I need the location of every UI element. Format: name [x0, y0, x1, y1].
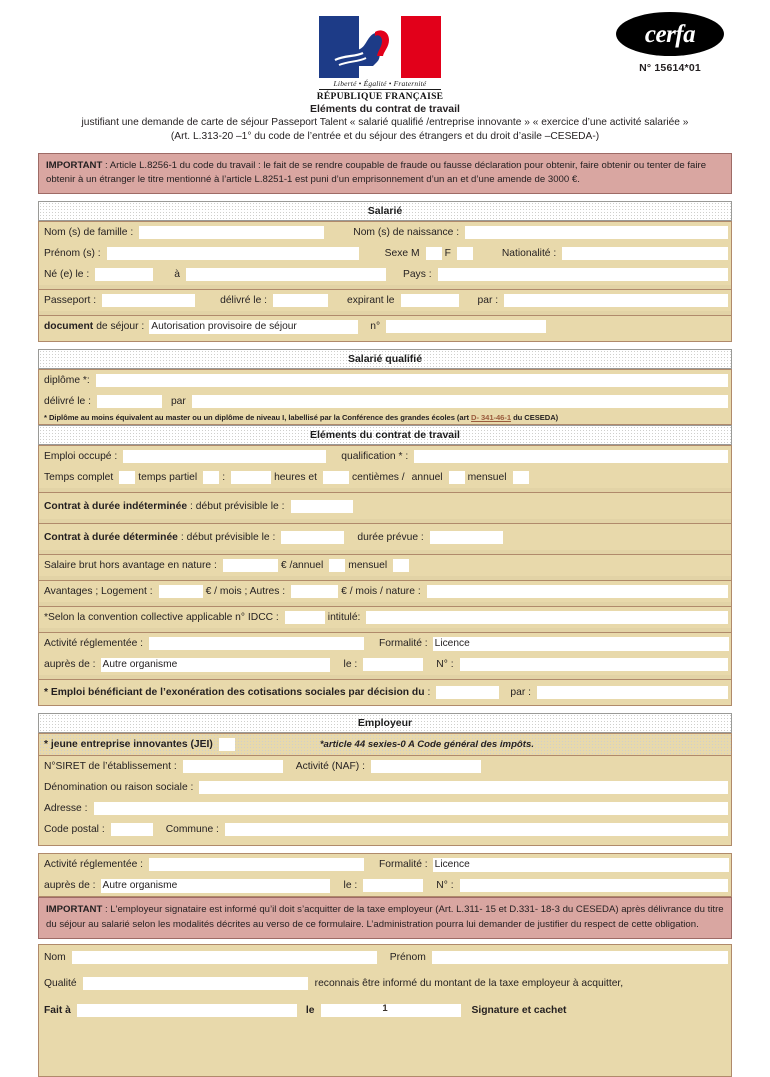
label-euro-mois-autres: € / mois ; Autres :	[205, 586, 286, 598]
row-activite-reglementee-employeur	[39, 854, 731, 875]
label-diplome: diplôme *:	[44, 375, 90, 387]
input-cdi-debut[interactable]	[291, 500, 353, 513]
label-code-postal: Code postal :	[44, 824, 105, 836]
label-annuel: annuel	[411, 472, 443, 484]
row-diplome	[39, 370, 731, 391]
label-emploi-occupe: Emploi occupé :	[44, 451, 118, 463]
input-denomination[interactable]	[199, 781, 728, 794]
label-denomination: Dénomination ou raison sociale :	[44, 782, 194, 794]
label-formalite: Formalité :	[379, 638, 428, 650]
section-header-salarie	[38, 201, 732, 221]
republique-text: RÉPUBLIQUE FRANÇAISE	[316, 92, 444, 102]
input-aupres-date-employeur[interactable]	[363, 879, 423, 892]
input-passeport-par[interactable]	[504, 294, 728, 307]
label-naf: Activité (NAF) :	[295, 761, 365, 773]
checkbox-sexe-f[interactable]	[457, 247, 473, 260]
section-employeur-jei	[38, 733, 732, 756]
label-cdd-rest: : début prévisible le :	[180, 531, 276, 543]
row-convention-collective	[39, 606, 731, 628]
cerfa-logo-text: cerfa	[644, 20, 696, 48]
label-cdi-rest: : début prévisible le :	[190, 500, 285, 512]
checkbox-temps-partiel[interactable]	[203, 471, 219, 484]
input-prenom[interactable]	[107, 247, 359, 260]
label-exoneration-colon: :	[427, 687, 431, 699]
section-header-salarie-qualifie-label: Salarié qualifié	[347, 353, 423, 366]
section-contrat	[38, 445, 732, 706]
input-aupres-numero[interactable]	[460, 658, 728, 671]
republique-francaise-logo	[315, 16, 445, 102]
input-qualification[interactable]	[414, 450, 728, 463]
checkbox-annuel[interactable]	[449, 471, 465, 484]
input-lieu-naissance[interactable]	[186, 268, 386, 281]
select-aupres-de-employeur[interactable]: Autre organisme	[101, 879, 330, 893]
input-nb-heures[interactable]	[231, 471, 271, 484]
note-jei: *article 44 sexies-0 A Code général des impôts.	[319, 739, 534, 751]
label-sexe: Sexe M	[384, 248, 420, 260]
label-de-sejour: de séjour :	[96, 321, 145, 333]
label-pays: Pays :	[402, 269, 432, 281]
checkbox-salaire-annuel[interactable]	[329, 559, 345, 572]
subtitle-line-1: justifiant une demande de carte de séjour Passeport Talent « salarié qualifié /entreprise innovante » « exercice d’une activité salariée »	[81, 117, 689, 129]
row-activite-reglementee-salarie	[39, 632, 731, 654]
input-cdd-debut[interactable]	[281, 531, 344, 544]
input-convention-intitule[interactable]	[366, 611, 728, 624]
row-naissance	[39, 264, 731, 285]
input-diplome[interactable]	[96, 374, 728, 387]
label-heures-et: heures et	[274, 472, 318, 484]
label-duree-prevue: durée prévue :	[357, 531, 424, 543]
label-exoneration-par: par :	[510, 687, 531, 699]
label-fait-a: Fait à	[44, 1005, 71, 1017]
section-header-contrat	[38, 425, 732, 445]
input-commune[interactable]	[225, 823, 728, 836]
input-duree-prevue[interactable]	[430, 531, 503, 544]
label-temps-complet: Temps complet	[44, 472, 114, 484]
label-document-numero: n°	[370, 321, 381, 333]
page-title: Eléments du contrat de travail	[310, 103, 460, 115]
document-title-block	[0, 102, 770, 144]
important-top-label: IMPORTANT	[46, 159, 103, 171]
cerfa-logo-block	[610, 12, 730, 74]
footnote-diplome-link[interactable]: D- 341-46-1	[471, 413, 512, 423]
input-diplome-par[interactable]	[192, 395, 728, 408]
input-code-postal[interactable]	[111, 823, 153, 836]
text-reconnais: reconnais être informé du montant de la taxe employeur à acquitter,	[314, 978, 624, 990]
footnote-diplome	[39, 412, 731, 424]
label-activite-reglementee-employeur: Activité réglementée :	[44, 859, 144, 871]
important-top-text: : Article L.8256-1 du code du travail : le fait de se rendre coupable de fraude ou fausse déclaration pour obtenir, faire obtenir ou tenter de faire obtenir à un étranger le titre mentionné à l’article L.8251-1 est puni d’un emprisonnement d’un an et d’une amende de 3000 €.	[46, 159, 707, 186]
label-commune: Commune :	[165, 824, 219, 836]
row-denomination	[39, 777, 731, 798]
row-document-sejour	[39, 315, 731, 337]
label-euro-annuel: € /annuel	[280, 560, 324, 572]
input-signature-qualite[interactable]	[83, 977, 308, 990]
label-diplome-delivre-le: délivré le :	[44, 396, 91, 408]
input-passeport-expirant-le[interactable]	[401, 294, 459, 307]
row-emploi-occupe	[39, 446, 731, 467]
row-adresse	[39, 798, 731, 819]
label-prenom: Prénom (s) :	[44, 248, 101, 260]
input-diplome-delivre-le[interactable]	[97, 395, 162, 408]
label-passeport-par: par :	[477, 295, 499, 307]
input-activite-reglementee[interactable]	[149, 637, 364, 650]
row-diplome-delivre	[39, 391, 731, 412]
label-a: à	[174, 269, 180, 281]
label-nationalite: Nationalité :	[501, 248, 557, 260]
label-siret: N°SIRET de l’établissement :	[44, 761, 177, 773]
label-signature-qualite: Qualité	[44, 978, 77, 990]
input-passeport[interactable]	[102, 294, 195, 307]
label-sexe-f: F	[444, 248, 451, 260]
important-bottom-text: : L'employeur signataire est informé qu’il doit s’acquitter de la taxe employeur (Art. L.311- 15 et D.331- 18-3 du CESEDA) après délivrance du titre du séjour au salarié selon les modalités décrites au verso de ce formulaire. L’administration pourra lui demander de justifier du respect de cette obligation.	[46, 904, 724, 930]
row-signature-qualite	[39, 970, 731, 997]
french-flag-icon	[319, 16, 441, 78]
label-diplome-par: par	[170, 396, 186, 408]
select-formalite-employeur[interactable]: Licence	[433, 858, 729, 872]
spacer-before-activite-employeur	[38, 846, 732, 853]
label-temps-partiel: temps partiel	[138, 472, 198, 484]
important-notice-bottom	[38, 897, 732, 939]
label-aupres-numero: N° :	[436, 659, 454, 671]
section-header-employeur-label: Employeur	[357, 717, 413, 730]
row-aupres-de-salarie	[39, 654, 731, 675]
input-salaire-brut[interactable]	[223, 559, 278, 572]
label-document: document	[44, 321, 94, 333]
row-jei	[39, 734, 731, 755]
label-mensuel: mensuel	[467, 472, 507, 484]
label-signature-le: le	[305, 1005, 315, 1017]
label-centiemes: centièmes /	[352, 472, 405, 484]
important-bottom-label: IMPORTANT	[46, 904, 103, 916]
label-salaire-brut: Salaire brut hors avantage en nature :	[44, 560, 217, 572]
input-avantage-autres[interactable]	[291, 585, 338, 598]
input-activite-reglementee-employeur[interactable]	[149, 858, 364, 871]
label-temps-colon: :	[222, 472, 226, 484]
label-passeport: Passeport :	[44, 295, 97, 307]
label-nom-famille: Nom (s) de famille :	[44, 227, 134, 239]
label-aupres-le: le :	[343, 659, 358, 671]
row-avantages	[39, 580, 731, 602]
label-intitule: intitulé:	[327, 612, 361, 624]
row-code-postal	[39, 819, 731, 840]
input-exoneration-par[interactable]	[537, 686, 728, 699]
input-exoneration-decision[interactable]	[436, 686, 499, 699]
row-passeport	[39, 289, 731, 311]
label-ne-le: Né (e) le :	[44, 269, 90, 281]
subtitle-line-2: (Art. L.313-20 –1° du code de l’entrée et du séjour des étrangers et du droit d’asile –CESEDA-)	[170, 130, 600, 142]
section-header-contrat-label: Eléments du contrat de travail	[310, 429, 460, 442]
label-aupres-numero-employeur: N° :	[436, 880, 454, 892]
checkbox-salaire-mensuel[interactable]	[393, 559, 409, 572]
input-nom-naissance[interactable]	[465, 226, 728, 239]
input-siret[interactable]	[183, 760, 283, 773]
footnote-diplome-before: * Diplôme au moins équivalent au master ou un diplôme de niveau I, labellisé par la Conférence des grandes écoles (art	[44, 413, 472, 423]
input-avantage-nature[interactable]	[427, 585, 728, 598]
label-aupres-le-employeur: le :	[343, 880, 358, 892]
label-aupres-de: auprès de :	[44, 659, 96, 671]
checkbox-jei[interactable]	[219, 738, 235, 751]
input-nationalite[interactable]	[562, 247, 728, 260]
label-delivre-le: délivré le :	[220, 295, 268, 307]
section-employeur-details	[38, 756, 732, 846]
row-nom	[39, 222, 731, 243]
section-header-salarie-qualifie	[38, 349, 732, 369]
label-avantages-logement: Avantages ; Logement :	[44, 586, 153, 598]
label-salaire-mensuel: mensuel	[348, 560, 388, 572]
section-salarie-qualifie	[38, 369, 732, 425]
row-salaire-brut	[39, 554, 731, 576]
select-formalite[interactable]: Licence	[433, 637, 729, 651]
label-cdd: Contrat à durée déterminée	[44, 531, 178, 543]
input-idcc[interactable]	[285, 611, 325, 624]
input-emploi-occupe[interactable]	[123, 450, 326, 463]
label-adresse: Adresse :	[44, 803, 88, 815]
section-header-employeur	[38, 713, 732, 733]
input-centiemes[interactable]	[323, 471, 349, 484]
checkbox-temps-complet[interactable]	[119, 471, 135, 484]
input-pays[interactable]	[438, 268, 728, 281]
section-activite-reglementee-employeur	[38, 853, 732, 897]
label-qualification: qualification * :	[341, 451, 409, 463]
cerfa-oval	[616, 12, 724, 56]
select-document-sejour[interactable]: Autorisation provisoire de séjour	[149, 320, 358, 334]
page-footer	[0, 1003, 770, 1017]
cerfa-number: N° 15614*01	[639, 62, 701, 74]
row-siret	[39, 756, 731, 777]
document-header	[0, 0, 770, 102]
footnote-diplome-after: du CESEDA)	[511, 413, 559, 423]
input-date-naissance[interactable]	[95, 268, 153, 281]
label-formalite-employeur: Formalité :	[379, 859, 428, 871]
input-passeport-delivre-le[interactable]	[273, 294, 328, 307]
input-avantage-logement[interactable]	[159, 585, 203, 598]
signature-area[interactable]	[39, 1024, 731, 1076]
label-cdi: Contrat à durée indéterminée	[44, 500, 188, 512]
marianne-profile-icon	[333, 22, 399, 72]
label-exoneration: * Emploi bénéficiant de l’exonération des cotisations sociales par décision du	[44, 687, 425, 699]
important-notice-top	[38, 153, 732, 195]
input-naf[interactable]	[371, 760, 481, 773]
label-jei: * jeune entreprise innovantes (JEI)	[44, 739, 213, 751]
input-signature-prenom[interactable]	[432, 951, 728, 964]
row-aupres-de-employeur	[39, 875, 731, 896]
label-euro-mois-nature: € / mois / nature :	[341, 586, 421, 598]
row-cdd	[39, 523, 731, 550]
input-nom-famille[interactable]	[139, 226, 324, 239]
row-cdi	[39, 492, 731, 519]
input-signature-nom[interactable]	[72, 951, 377, 964]
checkbox-mensuel[interactable]	[513, 471, 529, 484]
input-document-numero[interactable]	[386, 320, 546, 333]
checkbox-sexe-m[interactable]	[426, 247, 442, 260]
label-activite-reglementee: Activité réglementée :	[44, 638, 144, 650]
label-nom-naissance: Nom (s) de naissance :	[353, 227, 460, 239]
label-signature-cachet: Signature et cachet	[471, 1005, 567, 1017]
devise-text: Liberté • Égalité • Fraternité	[319, 79, 441, 90]
page-number: 1	[382, 1003, 388, 1014]
label-aupres-de-employeur: auprès de :	[44, 880, 96, 892]
input-aupres-date[interactable]	[363, 658, 423, 671]
section-header-salarie-label: Salarié	[367, 205, 403, 218]
row-signature-nom	[39, 945, 731, 970]
row-prenom	[39, 243, 731, 264]
label-signature-prenom: Prénom	[389, 952, 426, 964]
input-aupres-numero-employeur[interactable]	[460, 879, 728, 892]
label-convention-collective: *Selon la convention collective applicable n° IDCC :	[44, 612, 279, 624]
label-expirant-le: expirant le	[347, 295, 395, 307]
row-exoneration	[39, 679, 731, 705]
section-salarie	[38, 221, 732, 342]
row-temps-travail	[39, 467, 731, 488]
input-adresse[interactable]	[94, 802, 729, 815]
label-signature-nom: Nom	[44, 952, 66, 964]
select-aupres-de[interactable]: Autre organisme	[101, 658, 330, 672]
